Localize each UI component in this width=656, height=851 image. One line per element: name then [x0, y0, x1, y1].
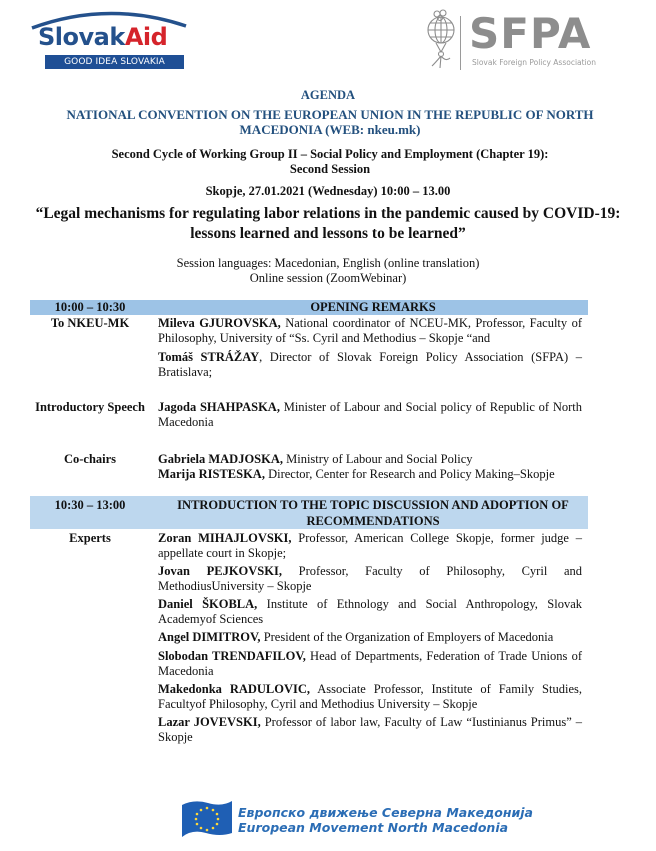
european-movement-logo — [180, 797, 533, 841]
speaker-description: Institute of Ethnology and Social Anthropology, Slovak Academyof Sciences — [158, 597, 582, 626]
speaker-description: Associate Professor, Institute of Family Studies, Facultyof Philosophy, Cyril and Methodius University – Skopje — [158, 682, 582, 711]
session-title: INTRODUCTION TO THE TOPIC DISCUSSION AND ADOPTION OF RECOMMENDATIONS — [177, 498, 569, 528]
sfpa-divider — [460, 16, 461, 70]
speaker-name: Jovan PEJKOVSKI, — [158, 564, 282, 578]
speaker-entry — [158, 531, 582, 561]
speaker-entry — [158, 316, 582, 346]
speaker-description: Professor, Faculty of Philosophy, Cyril and MethodiusUniversity – Skopje — [158, 564, 583, 593]
speaker-entry — [158, 682, 582, 712]
topic-title: “Legal mechanisms for regulating labor relations in the pandemic caused by COVID-19: lessons learned and lessons to be learned” — [35, 205, 621, 242]
speaker-entry — [158, 630, 582, 645]
speaker-name: Makedonka RADULOVIC, — [158, 682, 311, 696]
role-label: Experts — [69, 531, 111, 545]
speaker-description: Director, Center for Research and Policy Making–Skopje — [264, 467, 555, 481]
speaker-entry — [158, 350, 582, 380]
speaker-name: Slobodan TRENDAFILOV, — [158, 649, 306, 663]
speaker-name: Lazar JOVEVSKI, — [158, 715, 261, 729]
speaker-name: Daniel ŠKOBLA, — [158, 597, 258, 611]
speaker-description: President of the Organization of Employers of Macedonia — [260, 630, 554, 644]
session-info — [0, 256, 656, 286]
working-group-line: Second Cycle of Working Group II – Social Policy and Employment (Chapter 19): — [111, 147, 549, 161]
emnm-name-english: European Movement North Macedonia — [238, 820, 509, 835]
eu-flag-icon — [180, 799, 234, 839]
session-header-introduction — [30, 496, 588, 529]
slovakaid-word-slovak: Slovak — [38, 23, 125, 51]
sfpa-subtitle: Slovak Foreign Policy Association — [472, 58, 597, 67]
speaker-name: Marija RISTESKA, — [158, 467, 265, 481]
emnm-name-macedonian: Европско движење Северна Македонија — [238, 805, 533, 820]
speaker-description: Professor, American College Skopje, former judge – appellate court in Skopje; — [158, 531, 582, 560]
speaker-entry — [158, 452, 582, 467]
speaker-entry — [158, 597, 582, 627]
speaker-entry — [158, 400, 582, 430]
speaker-description: Head of Departments, Federation of Trade Unions of Macedonia — [158, 649, 582, 678]
speaker-name: Gabriela MADJOSKA, — [158, 452, 283, 466]
speaker-name: Mileva GJUROVSKA, — [158, 316, 281, 330]
speaker-entry — [158, 467, 582, 482]
session-time: 10:30 – 13:00 — [54, 498, 126, 512]
slovakaid-wordmark — [38, 24, 167, 50]
speaker-name: Zoran MIHAJLOVSKI, — [158, 531, 292, 545]
speaker-description: Minister of Labour and Social policy of Republic of North Macedonia — [158, 400, 582, 429]
session-time: 10:00 – 10:30 — [54, 300, 126, 314]
role-label: Introductory Speech — [35, 400, 145, 414]
speaker-entry — [158, 649, 582, 679]
convention-title: NATIONAL CONVENTION ON THE EUROPEAN UNION IN THE REPUBLIC OF NORTH MACEDONIA (WEB: nkeu.mk) — [66, 107, 594, 137]
role-label: Co-chairs — [63, 452, 117, 466]
speaker-description: Professor of labor law, Faculty of Law “Iustinianus Primus” – Skopje — [158, 715, 582, 744]
working-group-title — [60, 147, 600, 177]
slovakaid-logo — [28, 6, 188, 68]
role-label: To NKEU-MK — [50, 316, 130, 330]
sfpa-logo — [424, 8, 614, 68]
speaker-entry — [158, 564, 582, 594]
session-format: Online session (ZoomWebinar) — [249, 271, 407, 285]
speaker-name: Tomáš STRÁŽAY — [158, 350, 260, 364]
speaker-entry — [158, 715, 582, 745]
sfpa-wordmark: SFPA — [469, 9, 592, 58]
date-time: Skopje, 27.01.2021 (Wednesday) 10:00 – 13.00 — [205, 184, 451, 198]
agenda-heading: AGENDA — [300, 88, 356, 102]
speaker-description: , Director of Slovak Foreign Policy Association (SFPA) – Bratislava; — [158, 350, 582, 379]
session-languages: Session languages: Macedonian, English (online translation) — [176, 256, 480, 270]
session-number: Second Session — [289, 162, 371, 176]
speaker-name: Jagoda SHAHPASKA, — [158, 400, 280, 414]
slovakaid-tagline: GOOD IDEA SLOVAKIA — [45, 55, 184, 69]
session-header-opening — [30, 300, 588, 315]
session-title: OPENING REMARKS — [310, 300, 436, 314]
speaker-description: Ministry of Labour and Social Policy — [283, 452, 473, 466]
globe-flower-emblem-icon — [424, 8, 458, 70]
speaker-name: Angel DIMITROV, — [158, 630, 261, 644]
slovakaid-word-aid: Aid — [124, 23, 168, 51]
speaker-description: National coordinator of NCEU-MK, Professor, Faculty of Philosophy, University of “Ss. Cyril and Methodius – Skopje “and — [158, 316, 582, 345]
